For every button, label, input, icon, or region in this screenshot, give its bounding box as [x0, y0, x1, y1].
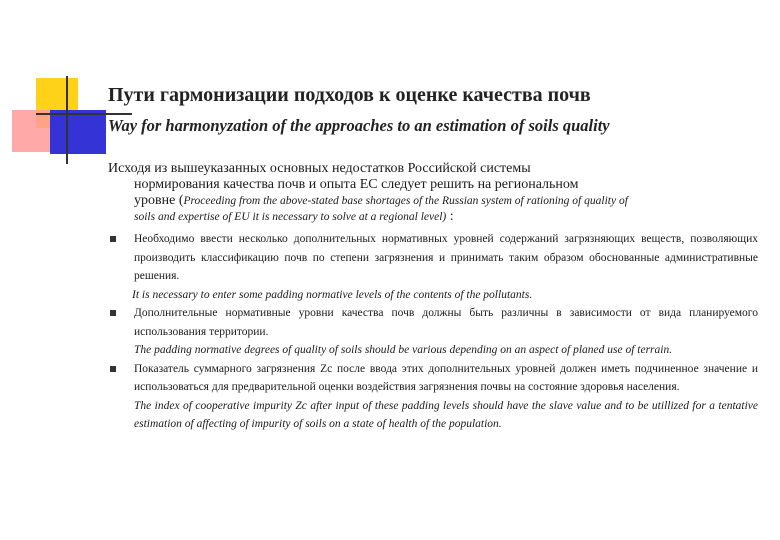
list-item-text-en: The index of cooperative impurity Zc after input of these padding levels should have the slave value and to be utillized for a tentative estimation of affecting of impurity of soils on a state of health of the population. [134, 399, 758, 430]
intro-line-1: Исходя из вышеуказанных основных недостатков Российской системы [108, 161, 531, 176]
intro-line-3 [108, 193, 758, 209]
decor-blue-square [50, 110, 106, 154]
list-item [108, 304, 758, 360]
intro-line-3-en: Proceeding from the above-stated base shortages of the Russian system of rationing of quality of [183, 195, 628, 207]
square-bullet-icon [110, 366, 116, 372]
list-item-text-en: The padding normative degrees of quality of soils should be various depending on an aspect of planed use of terrain. [134, 344, 673, 356]
decor-horizontal-line [36, 113, 132, 115]
square-bullet-icon [110, 310, 116, 316]
list-item-text-ru: Показатель суммарного загрязнения Zc после ввода этих дополнительных уровней должен иметь подчиненное значение и использоваться для предварительной оценки воздействия загрязнения почвы на состояние здоровья населения. [134, 362, 758, 393]
intro-line-4-en: soils and expertise of EU it is necessary to solve at a regional level) [134, 211, 447, 223]
intro-line-4 [108, 209, 758, 225]
list-item-text-ru: Необходимо ввести несколько дополнительных нормативных уровней содержаний загрязняющих веществ, позволяющих производить классификацию почв по степени загрязнения и принимать таким образом обоснованные административные решения. [134, 233, 758, 282]
intro-paragraph [108, 161, 758, 225]
decor-vertical-line [66, 76, 68, 164]
bullet-list [108, 230, 758, 434]
list-item [108, 360, 758, 434]
intro-line-3-ru: уровне ( [134, 193, 184, 208]
slide-title-english: Way for harmonyzation of the approaches to an estimation of soils quality [108, 116, 610, 135]
intro-line-2: нормирования качества почв и опыта ЕС следует решить на региональном [134, 177, 579, 192]
list-item-text-en: It is necessary to enter some padding normative levels of the contents of the pollutants. [132, 288, 533, 301]
square-bullet-icon [110, 236, 116, 242]
list-item-text-ru: Дополнительные нормативные уровни качества почв должны быть различны в зависимости от вида планируемого использования территории. [134, 307, 758, 338]
intro-line-4-tail: : [446, 209, 454, 224]
list-item [108, 230, 758, 304]
slide-title-russian: Пути гармонизации подходов к оценке качества почв [108, 84, 591, 106]
